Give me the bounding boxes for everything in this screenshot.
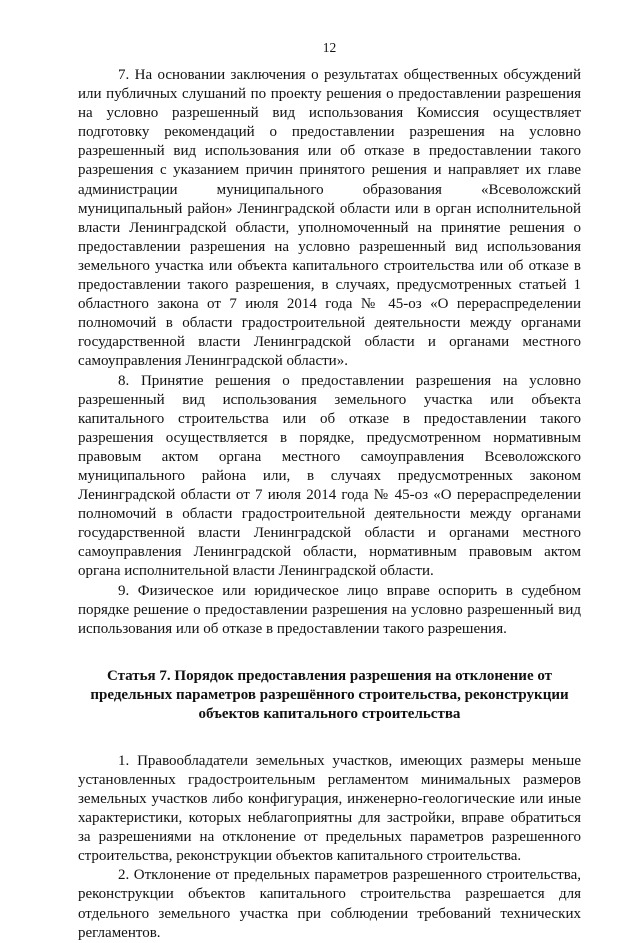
article-7-heading: Статья 7. Порядок предоставления разрешения на отклонение от предельных параметров разрешённого строительства, реконструкции объектов капитального строительства [90,667,569,722]
article-7-paragraph-1: 1. Правообладатели земельных участков, имеющих размеры меньше установленных градостроительным регламентом минимальных размеров земельных участков либо конфигурация, инженерно-геологические или иные характеристики, которых неблагоприятны для застройки, вправе обратиться за разрешениями на отклонение от предельных параметров разрешенного строительства, реконструкции объектов капитального строительства. [78,752,581,865]
article-7-paragraph-2: 2. Отклонение от предельных параметров разрешенного строительства, реконструкции объектов капитального строительства разрешается для отдельного земельного участка при соблюдении требований технических регламентов. [78,867,581,941]
paragraph-8: 8. Принятие решения о предоставлении разрешения на условно разрешенный вид использования земельного участка или объекта капитального строительства или об отказе в предоставлении такого разрешения осуществляется в порядке, предусмотренном нормативным правовым актом органа местного самоуправления Всеволожского муниципального района или, в случаях предусмотренных законом Ленинградской области от 7 июля 2014 года № 45-оз «О перераспределении полномочий в области градостроительной деятельности между органами государственной власти Ленинградской области и органами местного самоуправления Ленинградской области, нормативным правовым актом органа исполнительной власти Ленинградской области. [78,372,581,580]
paragraph-7: 7. На основании заключения о результатах общественных обсуждений или публичных слушаний по проекту решения о предоставлении разрешения на условно разрешенный вид использования Комиссия осуществляет подготовку рекомендаций о предоставлении разрешения на условно разрешенный вид использования или об отказе в предоставлении такого разрешения с указанием причин принятого решения и направляет их главе администрации муниципального образования «Всеволожский муниципальный район» Ленинградской области или в орган исполнительной власти Ленинградской области, уполномоченный на принятие решения о предоставлении разрешения на условно разрешенный вид использования земельного участка или объекта капитального строительства или об отказе в предоставлении такого разрешения, в случаях, предусмотренных статьей 1 областного закона от 7 июля 2014 года № 45-оз «О перераспределении полномочий в области градостроительной деятельности между органами государственной власти Ленинградской области и органами местного самоуправления Ленинградской области». [78,67,581,370]
page-number: 12 [322,40,337,55]
paragraph-9: 9. Физическое или юридическое лицо вправе оспорить в судебном порядке решение о предоставлении разрешения на условно разрешенный вид использования или об отказе в предоставлении такого разрешения. [78,582,581,637]
